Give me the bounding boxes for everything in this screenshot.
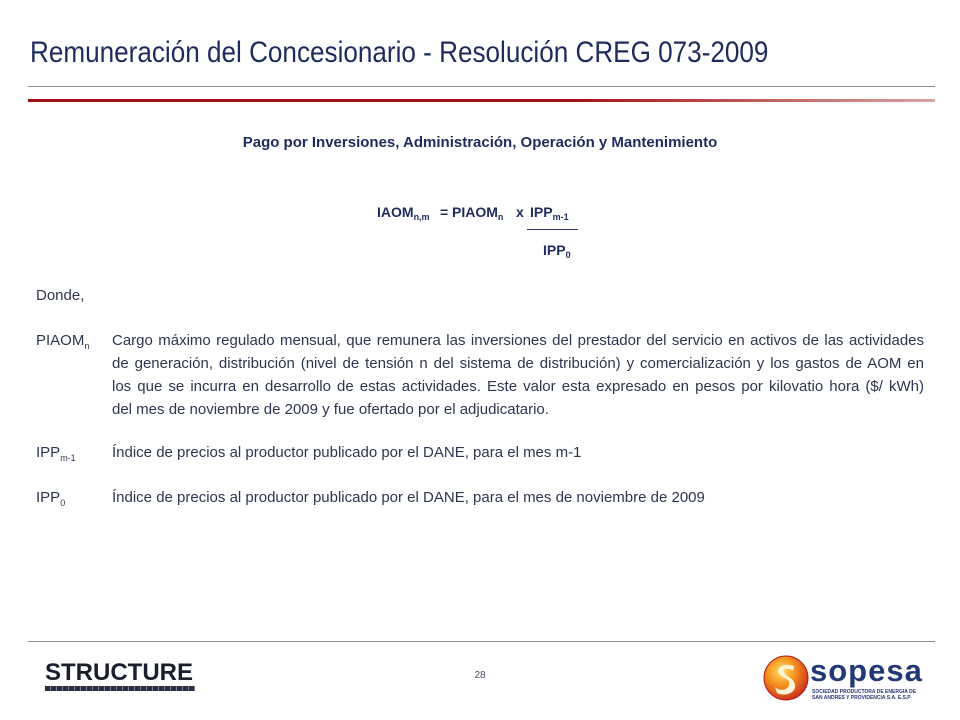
page-number: 28 [474,670,486,681]
definition-ipp-m-1 [36,441,924,464]
definition-line: Índice de precios al productor publicado por el DANE, para el mes m-1 [112,444,582,461]
definition-line: del mes de noviembre de 2009 y fue ofertado por el adjudicatario. [112,401,549,418]
formula-rhs-symbol: PIAOM [452,204,498,220]
formula-lhs-subscript: n,m [413,212,430,222]
formula-rhs-subscript: n [497,212,504,222]
title-divider-gray [28,86,935,87]
definition-line: Cargo máximo regulado mensual, que remunera las inversiones del prestador del servicio en activos de las actividades [112,332,924,349]
sopesa-emblem-icon [763,655,809,701]
definition-line: los que se incurra en desarrollo de estas actividades. Este valor esta expresado en pesos por kilovatio hora ($/ kWh) [112,378,924,395]
definition-term [36,441,76,464]
formula-lhs-symbol: IAOM [377,204,414,220]
slide-title: Remuneración del Concesionario - Resolución CREG 073-2009 [30,36,769,69]
definition-term [36,329,89,352]
formula-numerator-symbol: IPP [530,204,553,220]
formula-fraction-bar [527,229,578,230]
definition-line: Índice de precios al productor publicado por el DANE, para el mes de noviembre de 2009 [112,489,705,506]
formula-numerator [530,203,569,221]
formula-lhs [377,203,430,221]
definition-term [36,486,65,509]
formula-denominator [543,241,571,259]
title-divider-red [28,99,935,102]
definition-piaom [36,329,924,421]
term-subscript: 0 [60,498,66,508]
intro-text: Donde, [36,287,85,304]
term-subscript: m-1 [60,453,76,463]
formula-times: x [516,204,524,220]
slide-subtitle: Pago por Inversiones, Administración, Operación y Mantenimiento [242,134,718,151]
sopesa-tagline-line: SOCIEDAD PRODUCTORA DE ENERGIA DE [812,689,916,695]
formula-equals: = [440,204,449,220]
definition-text [112,329,924,421]
definition-text [112,486,924,509]
term-symbol: IPP [36,489,61,506]
term-subscript: n [84,341,90,351]
formula-rhs [452,203,503,221]
structure-logo-wordmark: STRUCTURE [45,659,193,686]
definition-text [112,441,924,464]
footer-divider [28,641,935,642]
definition-line: de generación, distribución (nivel de tensión n del sistema de distribución) y comercialización y los gastos de AOM en [112,355,924,372]
formula-numerator-subscript: m-1 [552,212,569,222]
sopesa-tagline-line: SAN ANDRES Y PROVIDENCIA S.A. E.S.P [812,695,911,701]
term-symbol: IPP [36,444,61,461]
formula-denominator-symbol: IPP [543,242,566,258]
sopesa-tagline [812,689,916,701]
formula-denominator-subscript: 0 [565,250,571,260]
sopesa-wordmark: sopesa [810,653,923,688]
definition-ipp-0 [36,486,924,509]
sopesa-logo [763,653,935,705]
term-symbol: PIAOM [36,332,85,349]
structure-logo-band [45,686,195,691]
